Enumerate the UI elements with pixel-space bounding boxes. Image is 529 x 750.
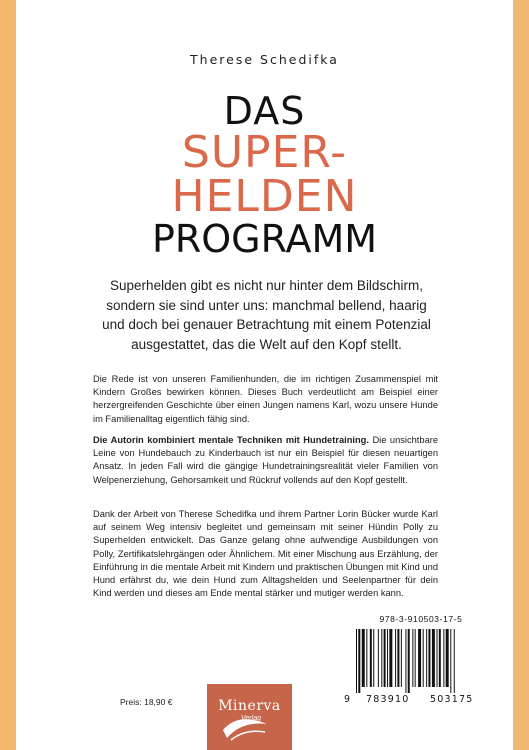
author-name: Therese Schedifka [190, 52, 339, 67]
title-line-1: DAS [223, 89, 306, 133]
barcode-bar [443, 629, 444, 687]
barcode-bar [356, 629, 357, 693]
barcode-bars [342, 627, 498, 693]
barcode-bar [395, 629, 396, 687]
barcode-bar [432, 629, 435, 687]
barcode-bar [450, 629, 451, 693]
barcode-bar [446, 629, 449, 687]
barcode-bar [358, 629, 360, 693]
barcode-bar [408, 629, 410, 693]
barcode-bar [362, 629, 365, 687]
publisher-name: Minerva [218, 698, 281, 714]
body-paragraph-2 [93, 434, 438, 487]
barcode-bar [437, 629, 438, 687]
barcode-bar [389, 629, 392, 687]
body-paragraph-1: Die Rede ist von unseren Familienhunden, die im richtigen Zusammenspiel mit Kindern Großes bewirken können. Dieses Buch verdeutlicht am Beispiel einer herzergreifenden Geschichte über einen Jungen namens Karl, wozu unsere Hunde im Familienalltag eigentlich fähig sind. [93, 374, 438, 424]
book-back-cover [16, 0, 513, 750]
barcode-bar [384, 629, 386, 687]
barcode-bar [426, 629, 427, 687]
barcode-digit-first: 9 [344, 694, 352, 705]
barcode-bar [428, 629, 430, 687]
barcode-bar [423, 629, 424, 687]
barcode-bar [418, 629, 421, 687]
price-label: Preis: 18,90 € [120, 697, 173, 707]
lead-paragraph: Superhelden gibt es nicht nur hinter dem Bildschirm, sondern sie sind unter uns: manchmal bellend, haarig und doch bei genauer Betrachtung mit einem Potenzial ausgestattet, das die Welt auf den Kopf stellt. [102, 278, 431, 352]
barcode-bar [412, 629, 413, 687]
isbn-number: 978-3-910503-17-5 [379, 614, 463, 624]
barcode-bar [373, 629, 374, 687]
publisher-logo [207, 684, 292, 750]
barcode-digits-left: 783910 [366, 694, 410, 705]
body-paragraph-3: Dank der Arbeit von Therese Schedifka und ihrem Partner Lorin Bücker wurde Karl auf seinem Weg intensiv begleitet und gemeinsam mit seiner Hündin Polly zu Superhelden entwickelt. Das Ganze gelang ohne aufwendige Ausbildungen von Polly, Zertifikatslehrgängen oder Ähnlichem. Mit einer Mischung aus Erzählung, der Einführung in die mentale Arbeit mit Kindern und praktischen Übungen mit Kind und Hund erfährst du, wie dein Hund zum Alltagshelden und Seelenpartner für dein Kind werden und dieses am Ende mental stärker und mutiger werden kann. [93, 509, 438, 599]
title-line-4: PROGRAMM [151, 217, 378, 261]
barcode-bar [439, 629, 441, 687]
publisher-sub: Verlag [241, 715, 261, 722]
barcode [342, 627, 498, 708]
barcode-digits-right: 503175 [430, 694, 474, 705]
barcode-bar [401, 629, 402, 687]
barcode-bar [387, 629, 388, 687]
title-line-3: HELDEN [171, 171, 358, 222]
barcode-bar [366, 629, 367, 687]
barcode-bar [454, 629, 455, 693]
barcode-bar [405, 629, 406, 693]
barcode-bar [381, 629, 382, 687]
title-line-2: SUPER- [181, 127, 348, 178]
barcode-bar [378, 629, 379, 687]
body-paragraph-2-rest: Die unsichtbare Leine von Hundebauch zu Kinderbauch ist nur ein Beispiel für diesen neuartigen Ansatz. In jeden Fall wird die gängige Hundetrainingsrealität vieler Familien von Welpenerziehung, Gehorsamkeit und Rückruf vollends auf den Kopf gestellt. [93, 435, 439, 485]
barcode-bar [397, 629, 399, 687]
barcode-bar [415, 629, 416, 687]
barcode-bar [370, 629, 372, 687]
body-paragraph-2-bold: Die Autorin kombiniert mentale Techniken mit Hundetraining. [93, 435, 369, 445]
